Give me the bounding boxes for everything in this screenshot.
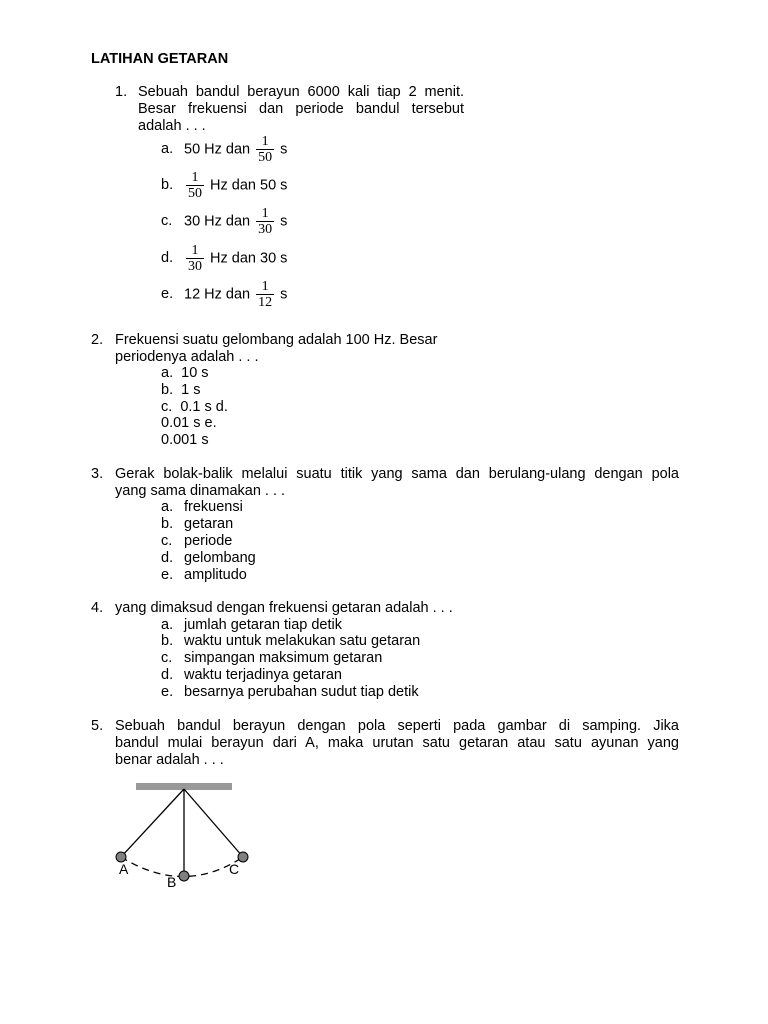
option-e: besarnya perubahan sudut tiap detik bbox=[184, 684, 419, 700]
option-letter: d. bbox=[161, 250, 174, 267]
pendulum-support bbox=[136, 783, 232, 790]
question-text: Gerak bolak-balik melalui suatu titik yang sama dan berulang-ulang dengan pola bbox=[115, 466, 679, 482]
option-e: 0.001 s bbox=[161, 432, 209, 448]
option-letter: c. bbox=[161, 650, 173, 666]
fraction-denominator: 30 bbox=[188, 259, 202, 274]
label-c: C bbox=[229, 861, 240, 877]
option-c: c. 0.1 s d. bbox=[161, 399, 228, 415]
option-c bbox=[161, 206, 287, 237]
fraction-denominator: 50 bbox=[258, 150, 273, 165]
question-number: 4. bbox=[91, 600, 104, 616]
option-b: getaran bbox=[184, 516, 234, 532]
option-text: 50 Hz dan bbox=[184, 141, 251, 158]
option-letter: b. bbox=[161, 516, 174, 532]
fraction bbox=[256, 279, 274, 310]
fraction-numerator: 1 bbox=[256, 279, 274, 295]
question-number: 3. bbox=[91, 466, 104, 482]
option-d: 0.01 s e. bbox=[161, 415, 217, 431]
fraction-denominator: 50 bbox=[188, 186, 202, 201]
option-letter: a. bbox=[161, 617, 174, 633]
question-text: Besar frekuensi dan periode bandul tersebut bbox=[138, 101, 464, 117]
fraction-denominator: 30 bbox=[258, 222, 273, 237]
fraction-numerator: 1 bbox=[186, 243, 204, 259]
option-e bbox=[161, 279, 287, 310]
fraction-denominator: 12 bbox=[258, 295, 273, 310]
option-letter: c. bbox=[161, 213, 173, 230]
option-letter: b. bbox=[161, 177, 174, 194]
option-text: 12 Hz dan bbox=[184, 286, 251, 303]
fraction-numerator: 1 bbox=[186, 170, 204, 186]
option-d: gelombang bbox=[184, 550, 256, 566]
fraction bbox=[256, 206, 274, 237]
option-text: Hz dan 30 s bbox=[210, 250, 288, 267]
fraction bbox=[186, 243, 204, 274]
question-text: periodenya adalah . . . bbox=[115, 349, 259, 365]
label-a: A bbox=[119, 861, 129, 877]
option-letter: a. bbox=[161, 141, 174, 158]
question-text: yang sama dinamakan . . . bbox=[115, 483, 286, 499]
option-letter: e. bbox=[161, 286, 174, 303]
option-text: s bbox=[280, 141, 288, 158]
option-letter: e. bbox=[161, 567, 174, 583]
option-text: s bbox=[280, 286, 288, 303]
option-c: simpangan maksimum getaran bbox=[184, 650, 383, 666]
option-text: Hz dan 50 s bbox=[210, 177, 288, 194]
fraction-numerator: 1 bbox=[256, 134, 274, 150]
option-a: jumlah getaran tiap detik bbox=[184, 617, 342, 633]
option-letter: a. bbox=[161, 499, 174, 515]
string-a bbox=[121, 789, 184, 857]
option-a: frekuensi bbox=[184, 499, 243, 515]
option-letter: e. bbox=[161, 684, 174, 700]
page-title: LATIHAN GETARAN bbox=[91, 51, 229, 67]
label-b: B bbox=[167, 874, 177, 890]
fraction-numerator: 1 bbox=[256, 206, 274, 222]
question-text: Sebuah bandul berayun dengan pola seperti pada gambar di samping. Jika bbox=[115, 718, 679, 734]
question-number: 5. bbox=[91, 718, 104, 734]
option-letter: c. bbox=[161, 533, 173, 549]
question-text: adalah . . . bbox=[138, 118, 206, 134]
option-a: a. 10 s bbox=[161, 365, 209, 381]
option-b bbox=[161, 170, 287, 201]
option-c: periode bbox=[184, 533, 233, 549]
fraction bbox=[256, 134, 274, 165]
option-e: amplitudo bbox=[184, 567, 247, 583]
option-b: waktu untuk melakukan satu getaran bbox=[184, 633, 421, 649]
question-text: Sebuah bandul berayun 6000 kali tiap 2 menit. bbox=[138, 84, 464, 100]
option-a bbox=[161, 134, 287, 165]
option-text: s bbox=[280, 213, 288, 230]
pendulum-diagram bbox=[110, 778, 270, 898]
bob-b bbox=[179, 871, 189, 881]
question-text: yang dimaksud dengan frekuensi getaran adalah . . . bbox=[115, 600, 453, 616]
question-text: Frekuensi suatu gelombang adalah 100 Hz. Besar bbox=[115, 332, 438, 348]
question-text: benar adalah . . . bbox=[115, 752, 224, 768]
option-letter: b. bbox=[161, 633, 174, 649]
option-d bbox=[161, 243, 287, 274]
string-c bbox=[184, 789, 243, 857]
question-text: bandul mulai berayun dari A, maka urutan satu getaran atau satu ayunan yang bbox=[115, 735, 679, 751]
option-d: waktu terjadinya getaran bbox=[184, 667, 342, 683]
option-letter: d. bbox=[161, 667, 174, 683]
option-text: 30 Hz dan bbox=[184, 213, 251, 230]
fraction bbox=[186, 170, 204, 201]
question-number: 1. bbox=[115, 84, 128, 100]
question-number: 2. bbox=[91, 332, 104, 348]
option-b: b. 1 s bbox=[161, 382, 201, 398]
bob-c bbox=[238, 852, 248, 862]
option-letter: d. bbox=[161, 550, 174, 566]
